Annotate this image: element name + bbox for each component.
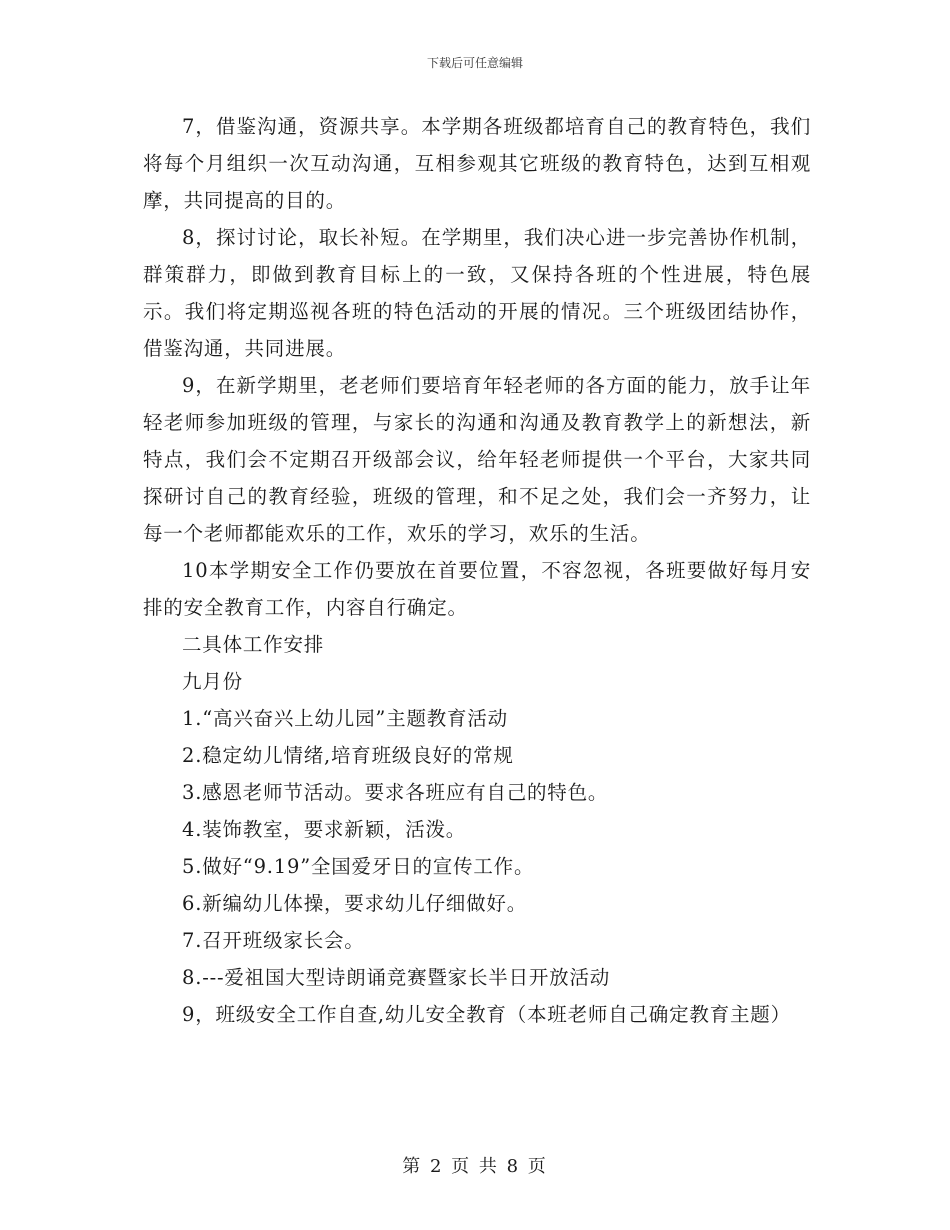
- paragraph-7: 7，借鉴沟通，资源共享。本学期各班级都培育自己的教育特色，我们将每个月组织一次互动沟通，互相参观其它班级的教育特色，达到互相观摩，共同提高的目的。: [143, 115, 811, 212]
- list-item: 6.新编幼儿体操，要求幼儿仔细做好。: [182, 892, 528, 915]
- document-body: [143, 108, 811, 1033]
- list-item: 4.装饰教室，要求新颖，活泼。: [182, 818, 467, 841]
- list-item: 2.稳定幼儿情绪,培育班级良好的常规: [182, 744, 514, 767]
- list-item: 1.“高兴奋兴上幼儿园”主题教育活动: [182, 707, 508, 730]
- paragraph-9: 9，在新学期里，老老师们要培育年轻老师的各方面的能力，放手让年轻老师参加班级的管理，与家长的沟通和沟通及教育教学上的新想法，新特点，我们会不定期召开级部会议，给年轻老师提供一个平台，大家共同探研讨自己的教育经验，班级的管理，和不足之处，我们会一齐努力，让每一个老师都能欢乐的工作，欢乐的学习，欢乐的生活。: [143, 374, 811, 545]
- list-item-last: 9，班级安全工作自查,幼儿安全教育（本班老师自己确定教育主题）: [182, 1003, 791, 1026]
- list-item: 5.做好“9.19”全国爱牙日的宣传工作。: [182, 855, 535, 878]
- paragraph-10: 10本学期安全工作仍要放在首要位置，不容忽视，各班要做好每月安排的安全教育工作，内容自行确定。: [143, 559, 811, 619]
- page-header-note: 下载后可任意编辑: [426, 56, 523, 70]
- month-title: 九月份: [182, 670, 243, 693]
- page-number: 第 2 页 共 8 页: [402, 1156, 548, 1177]
- section-title: 二具体工作安排: [182, 633, 325, 656]
- list-item: 8.---爱祖国大型诗朗诵竞赛暨家长半日开放活动: [182, 966, 611, 989]
- list-item: 7.召开班级家长会。: [182, 929, 365, 952]
- list-item: 3.感恩老师节活动。要求各班应有自己的特色。: [182, 781, 609, 804]
- paragraph-8: 8，探讨讨论，取长补短。在学期里，我们决心进一步完善协作机制，群策群力，即做到教育目标上的一致，又保持各班的个性进展，特色展示。我们将定期巡视各班的特色活动的开展的情况。三个班级团结协作，借鉴沟通，共同进展。: [143, 226, 811, 360]
